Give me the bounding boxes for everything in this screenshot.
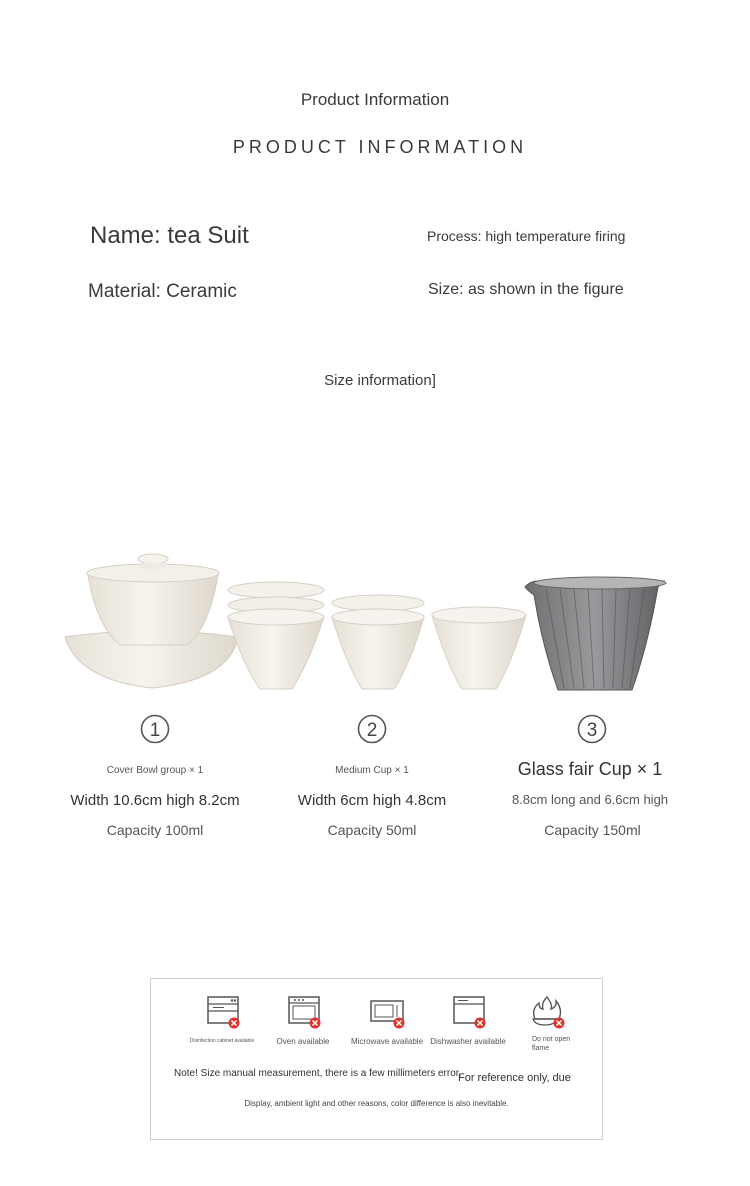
care-label-oven: Oven available [276, 1037, 330, 1046]
care-item-flame [513, 995, 593, 1053]
disinfection-cabinet-icon [202, 995, 242, 1029]
care-item-microwave [347, 995, 427, 1046]
svg-text:3: 3 [586, 720, 598, 741]
page-subtitle: PRODUCT INFORMATION [232, 137, 528, 157]
item-1-dimensions: Width 10.6cm high 8.2cm [70, 792, 240, 809]
microwave-icon [367, 995, 407, 1029]
svg-text:2: 2 [366, 720, 378, 741]
item-3-dimensions: 8.8cm long and 6.6cm high [511, 792, 669, 807]
item-2-capacity: Capacity 50ml [327, 822, 417, 838]
item-3-label: Glass fair Cup × 1 [517, 759, 663, 779]
info-material: Material: Ceramic [88, 281, 237, 302]
item-2-label: Medium Cup × 1 [335, 765, 409, 776]
item-3-capacity: Capacity 150ml [544, 822, 641, 838]
care-label-dishwasher: Dishwasher available [430, 1037, 506, 1046]
oven-icon [283, 995, 323, 1029]
svg-text:1: 1 [149, 720, 161, 741]
glass-fair-cup-image [525, 577, 666, 690]
cups-stack-1-image [228, 582, 324, 689]
info-name: Name: tea Suit [90, 222, 249, 249]
item-number-2-badge [357, 714, 387, 744]
care-item-oven [263, 995, 343, 1046]
single-cup-image [432, 607, 526, 689]
item-2-dimensions: Width 6cm high 4.8cm [297, 792, 447, 809]
item-1-capacity: Capacity 100ml [106, 822, 204, 838]
cover-bowl-image [87, 554, 219, 645]
product-photo [60, 545, 690, 705]
item-1-label: Cover Bowl group × 1 [106, 765, 204, 776]
page-title: Product Information [300, 90, 450, 109]
note-reference: For reference only, due [458, 1072, 571, 1084]
item-number-3-badge [577, 714, 607, 744]
info-process: Process: high temperature firing [427, 228, 626, 244]
cups-stack-2-image [332, 595, 424, 689]
open-flame-icon [527, 995, 567, 1029]
care-label-flame: Do not open flame [532, 1036, 571, 1052]
care-label-microwave: Microwave available [350, 1037, 424, 1046]
note-color-difference: Display, ambient light and other reasons, color difference is also inevitable. [244, 1099, 509, 1108]
note-measurement: Note! Size manual measurement, there is a few millimeters error, [174, 1068, 462, 1079]
care-notice-box [150, 978, 603, 1140]
care-label-disinfection: Disinfection cabinet available [189, 1038, 255, 1044]
dishwasher-icon [448, 995, 488, 1029]
care-item-dishwasher [428, 995, 508, 1046]
size-heading: Size information] [324, 372, 436, 389]
care-item-disinfection [182, 995, 262, 1046]
info-size: Size: as shown in the figure [428, 281, 624, 298]
item-number-1-badge [140, 714, 170, 744]
